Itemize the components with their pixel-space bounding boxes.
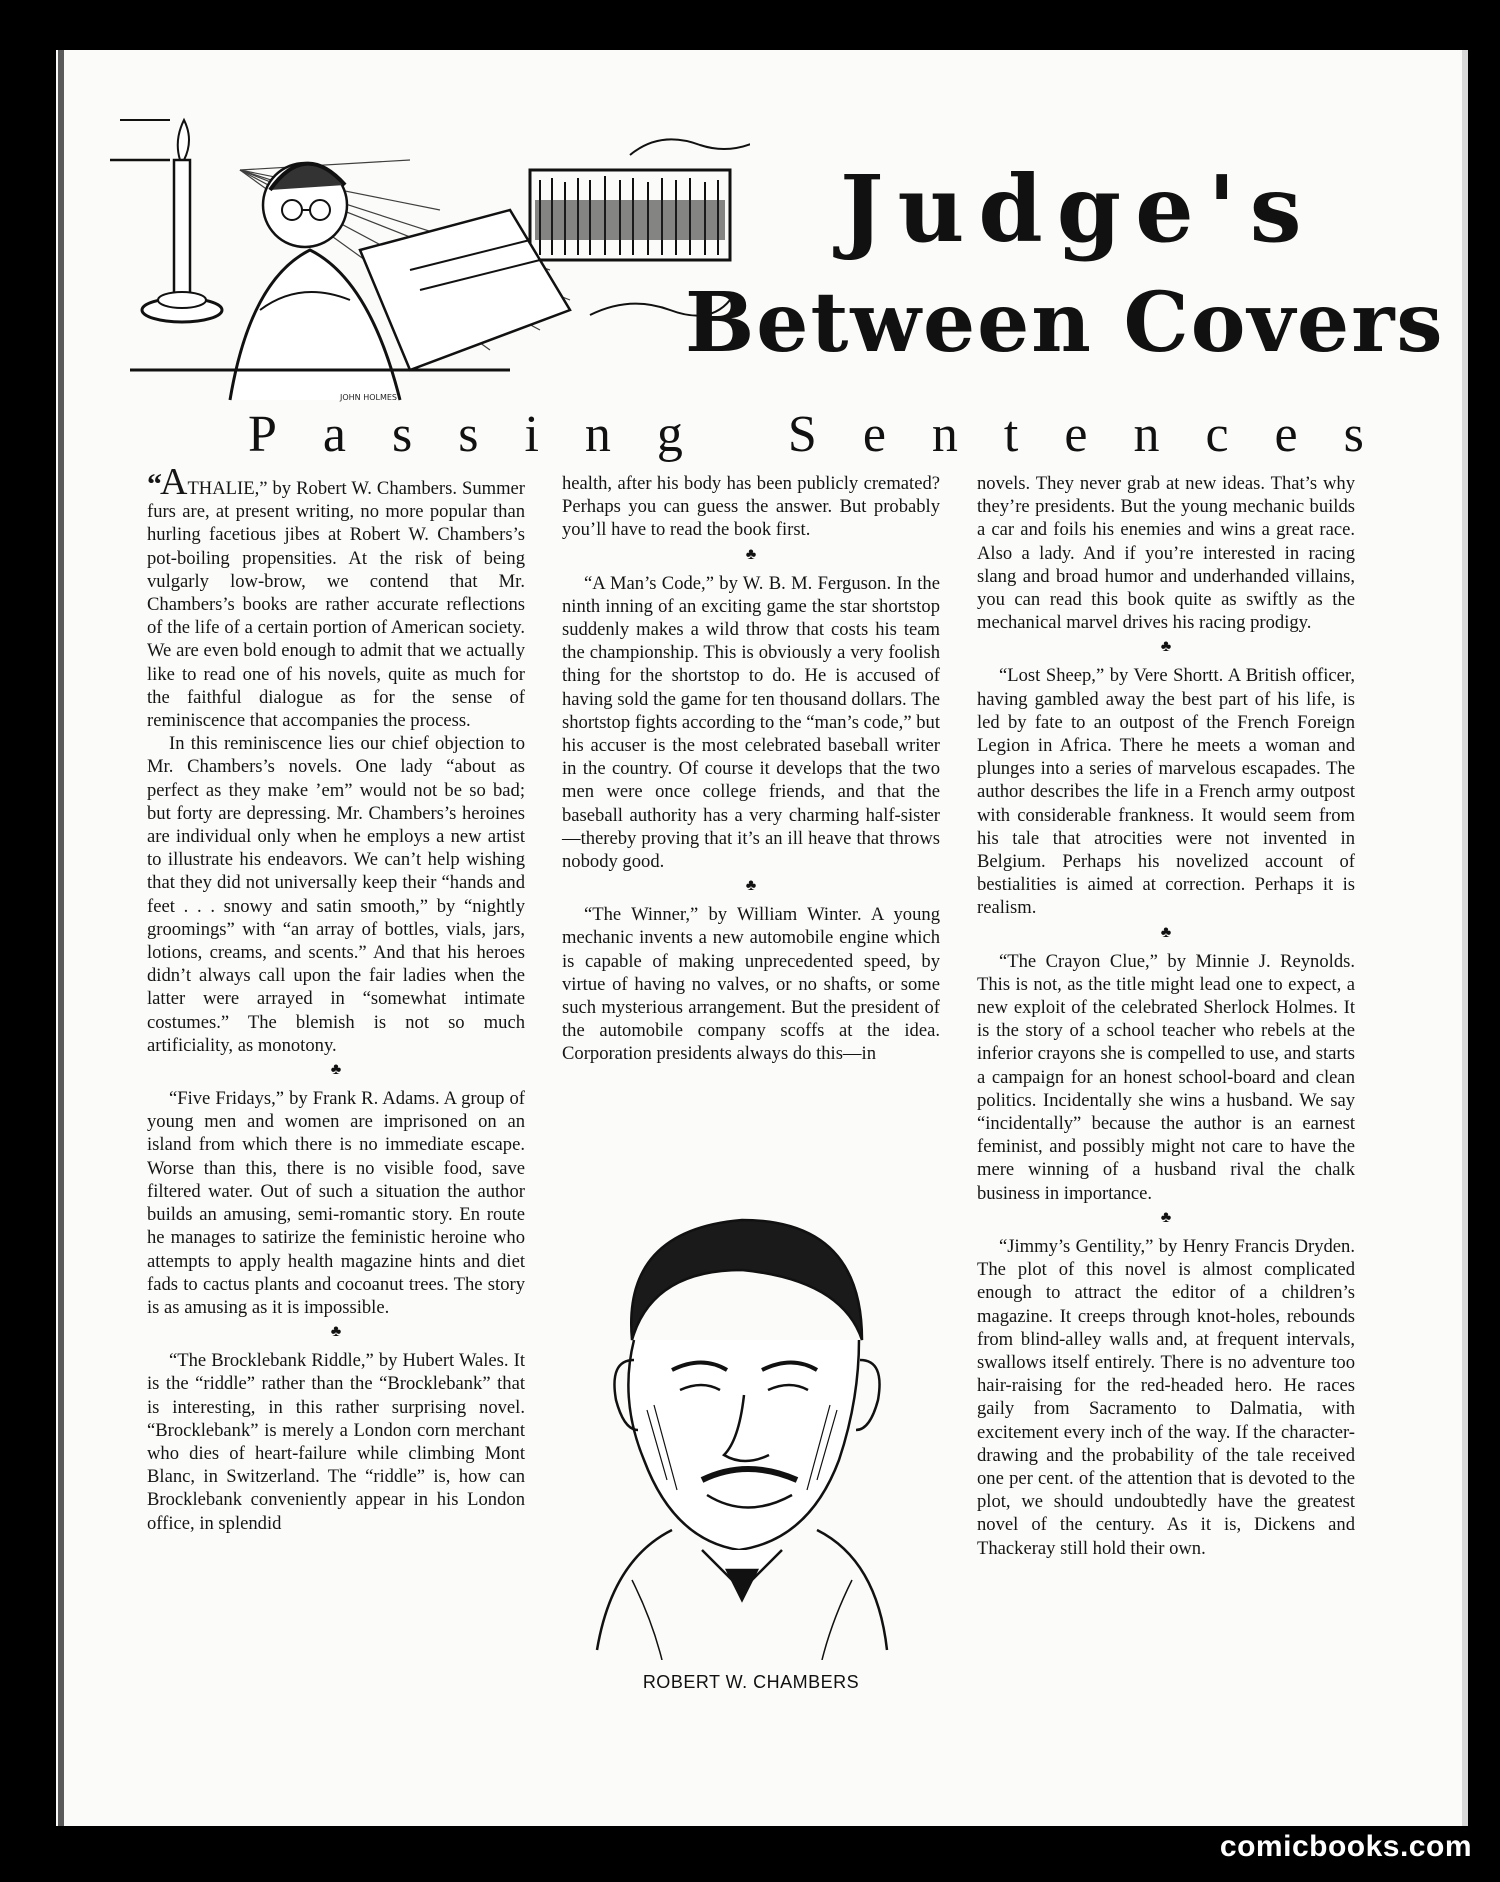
review-athalie: “ATHALIE,” by Robert W. Chambers. Summer furs are, at present writing, no more popular than hurling facetious jibes at Robert W. Chambers’s pot-boiling propensities. At the risk of being vulgarly low-brow, we contend that Mr. Chambers’s books are rather accurate reflections of the life of a certain portion of American society. We are even bold enough to admit that we actually like to read one of his novels, quite as much for the faithful dialogue as for the sense of reminiscence that accompanies the process. bbox=[147, 461, 525, 732]
title-judges: Judge's bbox=[840, 155, 1316, 263]
column-3 bbox=[977, 472, 1355, 1560]
club-separator-icon: ♣ bbox=[745, 545, 757, 563]
review-brocklebank-cont: health, after his body has been publicly cremated? Perhaps you can guess the answer. But probably you’ll have to read the book first. bbox=[562, 473, 940, 541]
review-jimmys-gentility: “Jimmy’s Gentility,” by Henry Francis Dryden. The plot of this novel is almost complicated enough to attract the editor of a children’s magazine. It creeps through knot-holes, rebounds from blind-alley walls and, at frequent intervals, swallows itself entirely. There is no adventure too hair-raising for the red-headed hero. He races gaily from Sacramento to Dalmatia, with excitement every inch of the way. If the character-drawing and the probability of the tale received one per cent. of the attention that is devoted to the plot, we should undoubtedly have the greatest novel of the century. As it is, Dickens and Thackeray still hold their own. bbox=[977, 1235, 1355, 1559]
review-brocklebank: “The Brocklebank Riddle,” by Hubert Wales. It is the “riddle” rather than the “Brocklebank” that is interesting, in this rather surprising novel. “Brocklebank” is merely a London corn merchant who dies of heart-failure while climbing Mont Blanc, in Switzerland. The “riddle” is, how can Brocklebank conveniently appear in his London office, in splendid bbox=[147, 1350, 525, 1534]
club-separator-icon: ♣ bbox=[1160, 923, 1172, 941]
masthead-title bbox=[620, 155, 1445, 385]
column-1 bbox=[147, 461, 525, 1535]
review-lost-sheep: “Lost Sheep,” by Vere Shortt. A British officer, having gambled away the best part of his life, is led by fate to an outpost of the French Foreign Legion in Africa. There he meets a woman and plunges into a series of marvelous escapades. The author describes the life in a French army outpost with considerable frankness. It would seem from his tale that atrocities were not invented in Belgium. Perhaps his novelized account of bestialities is aimed at correction. Perhaps it is realism. bbox=[977, 665, 1355, 919]
page-edge bbox=[1462, 50, 1468, 1826]
review-five-fridays: “Five Fridays,” by Frank R. Adams. A group of young men and women are imprisoned on an island from which there is no immediate escape. Worse than this, there is no visible food, save filtered water. Out of such a situation the author builds an amusing, semi-romantic story. En route he manages to satirize the feministic heroine who attempts to apply health magazine hints and diet fads to cactus plants and cocoanut trees. The story is as amusing as it is impossible. bbox=[147, 1088, 525, 1318]
section-subtitle: Passing Sentences bbox=[248, 406, 1410, 463]
club-separator-icon: ♣ bbox=[745, 877, 757, 895]
review-mans-code: “A Man’s Code,” by W. B. M. Ferguson. In the ninth inning of an exciting game the star shortstop suddenly makes a wild throw that costs his team the championship. This is obviously a very foolish thing for the shortstop to do. He is accused of having sold the game for ten thousand dollars. The shortstop fights according to the “man’s code,” but his accuser is the most celebrated baseball writer in the country. Of course it develops that the two men were once college friends, and that the baseball authority has a very charming half-sister—thereby proving that it’s an ill heave that throws nobody good. bbox=[562, 572, 940, 873]
artist-signature: JOHN HOLMES bbox=[340, 393, 398, 402]
column-2 bbox=[562, 472, 940, 1066]
portrait-illustration bbox=[592, 1190, 892, 1660]
title-between-covers: Between Covers bbox=[685, 275, 1445, 371]
review-crayon-clue: “The Crayon Clue,” by Minnie J. Reynolds. This is not, as the title might lead one to expect, a new exploit of the celebrated Sherlock Holmes. It is the story of a school teacher who rebels at the inferior crayons she is compelled to use, and starts a campaign for an honest school-board and clean politics. Incidentally she wins a husband. We say “incidentally” because the author is an earnest feminist, and possibly might not care to have the mere winning of a husband rival the chalk business in importance. bbox=[977, 950, 1355, 1204]
club-separator-icon: ♣ bbox=[330, 1061, 342, 1079]
page-spine bbox=[58, 50, 64, 1826]
club-separator-icon: ♣ bbox=[330, 1323, 342, 1341]
review-the-winner: “The Winner,” by William Winter. A young mechanic invents a new automobile engine which is capable of making unprecedented speed, by virtue of having no valves, or no shafts, or some such mysterious arrangement. But the president of the automobile company scoffs at the idea. Corporation presidents always do this—in bbox=[562, 904, 940, 1065]
review-the-winner-cont: novels. They never grab at new ideas. That’s why they’re presidents. But the young mechanic builds a car and foils his enemies and wins a great race. Also a lady. And if you’re interested in racing slang and broad humor and underhanded villains, you can read this book quite as swiftly as the mechanical marvel drives his racing prodigy. bbox=[977, 473, 1355, 634]
watermark: comicbooks.com bbox=[1219, 1830, 1472, 1863]
review-athalie-cont: In this reminiscence lies our chief objection to Mr. Chambers’s novels. One lady “about as perfect as they make ’em” would not be so bad; but forty are depressing. Mr. Chambers’s heroines are individual only when he employs a new artist to illustrate his endeavors. We can’t help wishing that they did not universally keep their “hands and feet . . . snowy and satin smooth,” by “nightly groomings” with “an array of bottles, vials, jars, lotions, creams, and scents.” And that his heroes didn’t always call upon the fair ladies when the latter were arrayed in “somewhat intimate costumes.” The blemish is not so much artificiality, as monotony. bbox=[147, 733, 525, 1056]
club-separator-icon: ♣ bbox=[1160, 1208, 1172, 1226]
drop-cap: A bbox=[160, 461, 188, 503]
club-separator-icon: ♣ bbox=[1160, 638, 1172, 656]
portrait-caption: ROBERT W. CHAMBERS bbox=[642, 1672, 860, 1692]
